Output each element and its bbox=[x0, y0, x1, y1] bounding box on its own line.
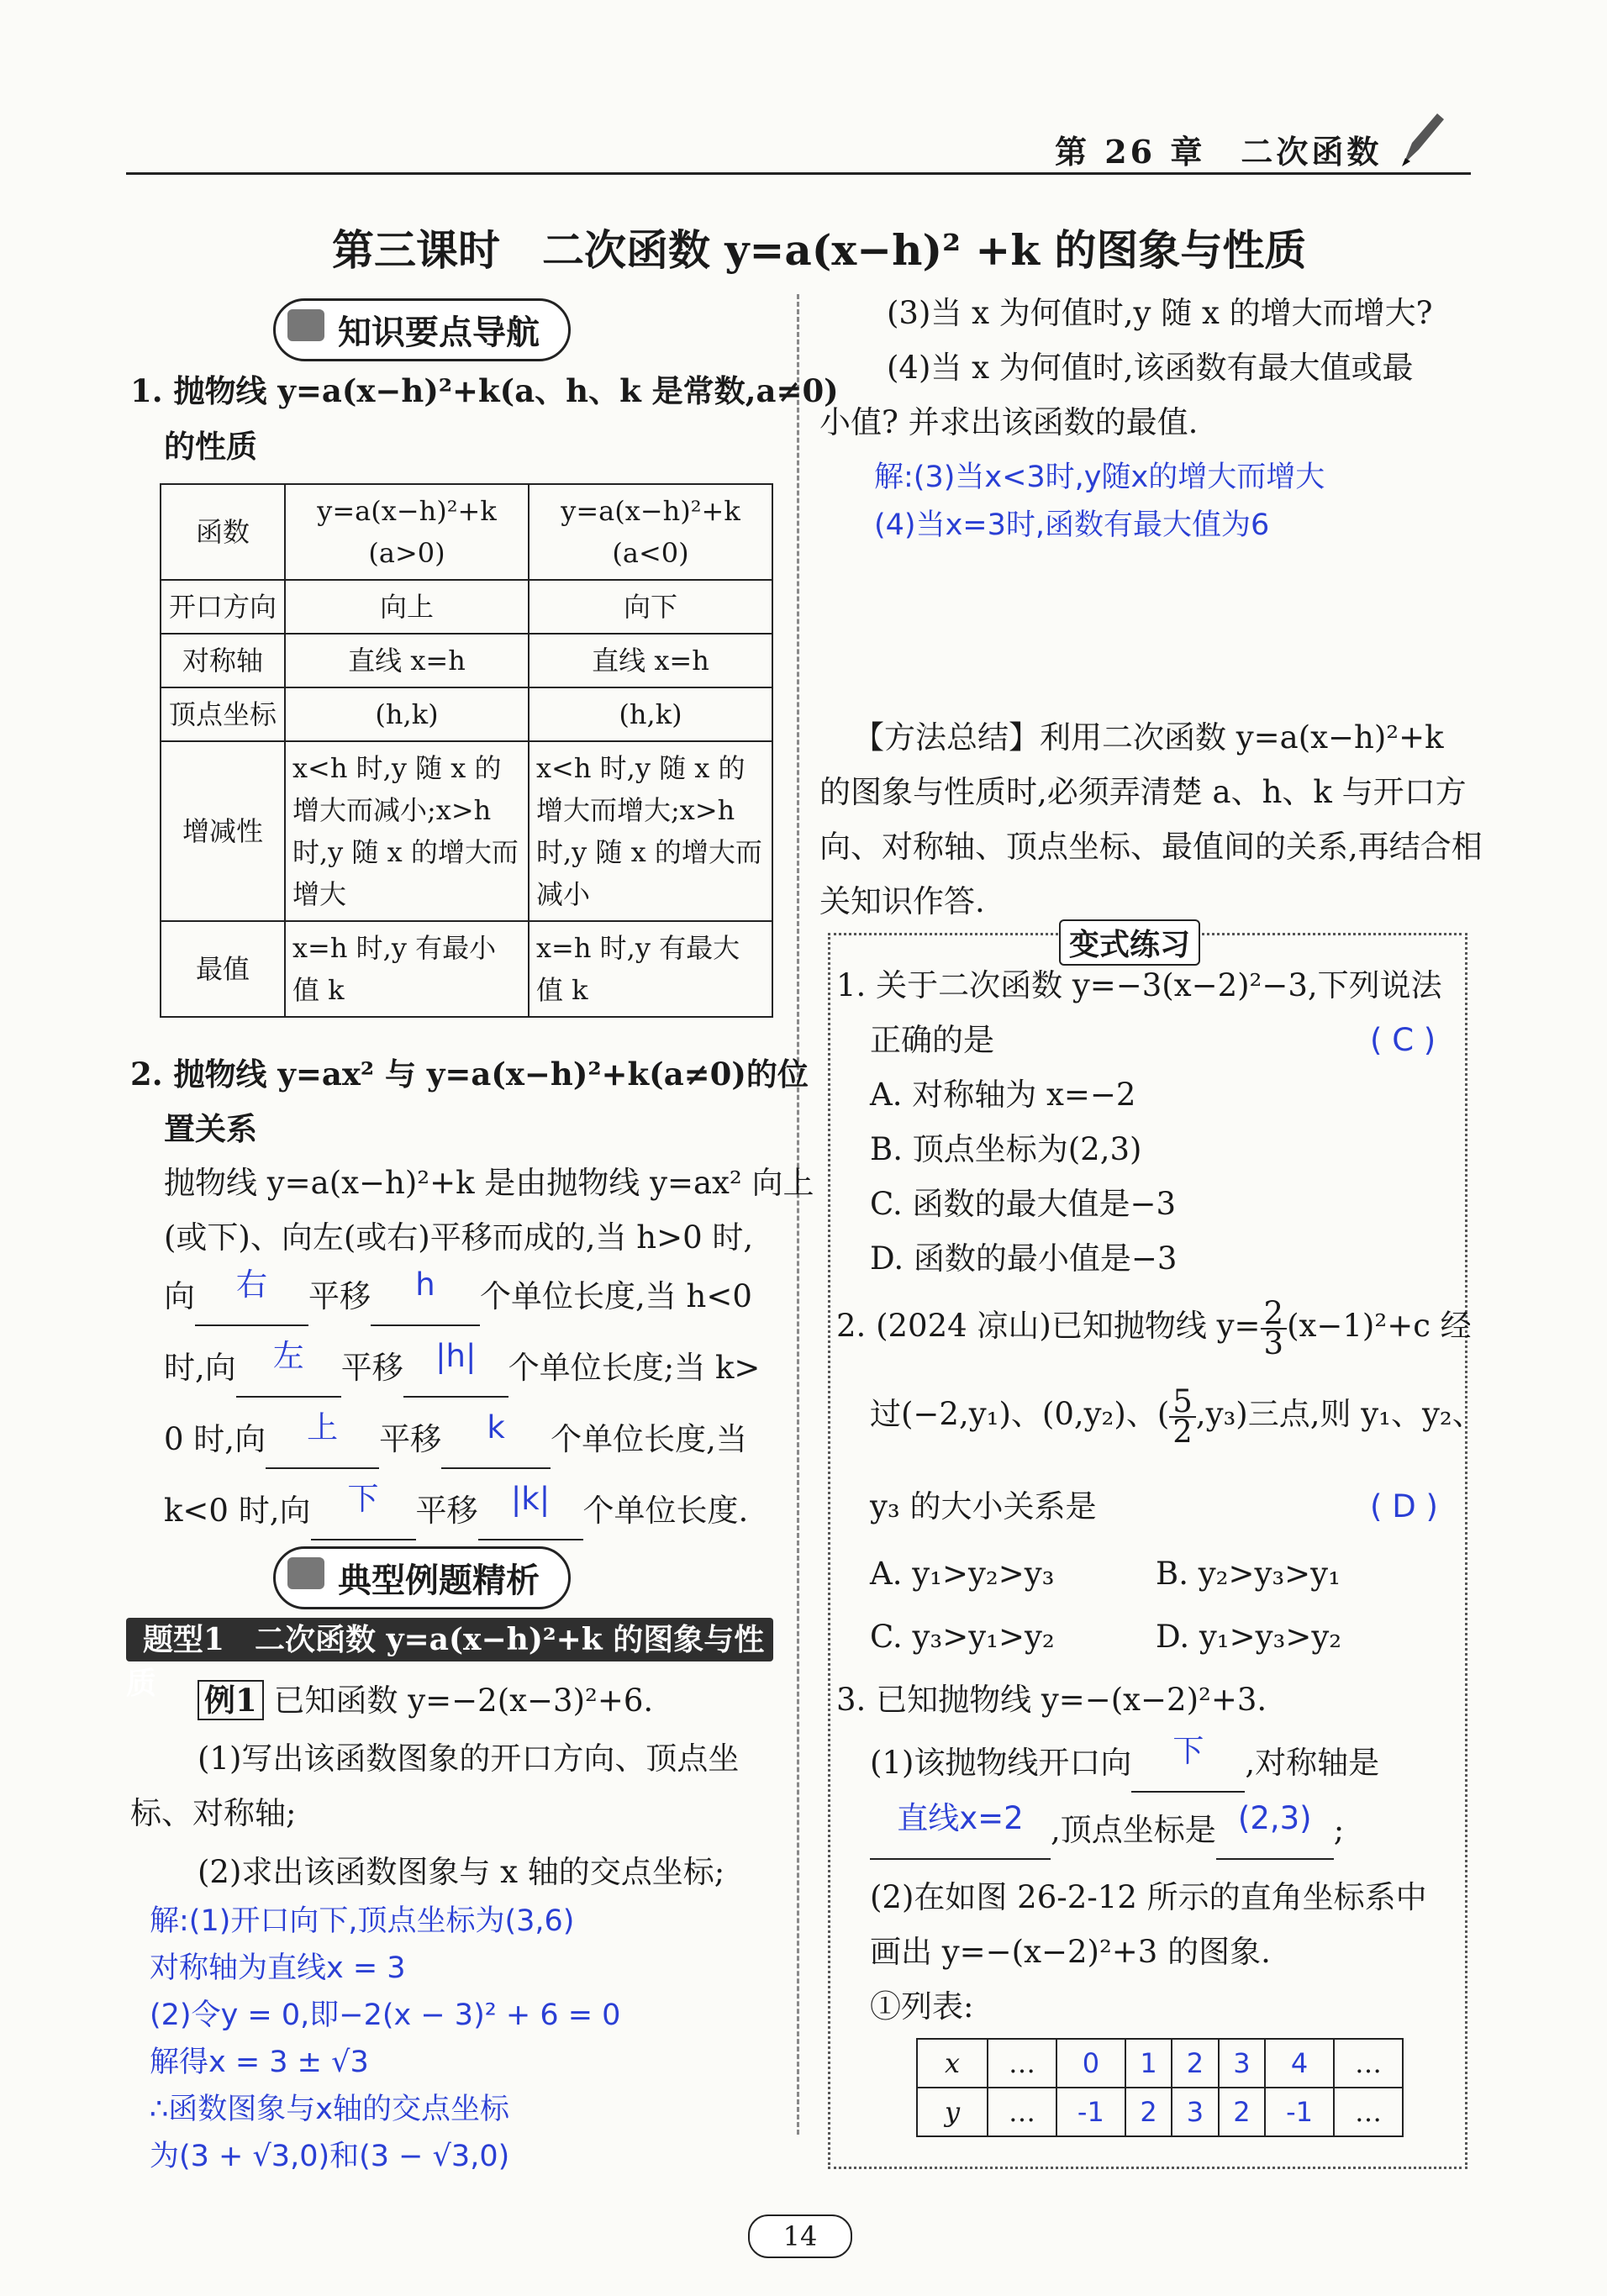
fraction: $\frac{2}{3}$ bbox=[1261, 1299, 1288, 1358]
practice-q1-cont: 正确的是 bbox=[870, 1022, 994, 1058]
table-row bbox=[161, 921, 772, 1017]
point1-title: 1. 抛物线 y=a(x−h)²+k(a、h、k 是常数,a≠0) bbox=[130, 372, 839, 409]
chapter-header: 第 26 章 二次函数 bbox=[1055, 133, 1383, 171]
solution-line: 解:(1)开口向下,顶点坐标为(3,6) bbox=[150, 1904, 575, 1938]
values-table bbox=[916, 2038, 1404, 2137]
table-row bbox=[161, 741, 772, 921]
question-4-cont: 小值? 并求出该函数的最值. bbox=[819, 404, 1199, 440]
table-cell: 顶点坐标 bbox=[161, 687, 285, 741]
option: A. 对称轴为 x=−2 bbox=[870, 1077, 1136, 1113]
solution-line: ∴函数图象与x轴的交点坐标 bbox=[150, 2093, 509, 2126]
table-cell: 直线 x=h bbox=[285, 634, 529, 687]
table-cell: (h,k) bbox=[529, 687, 772, 741]
table-row bbox=[161, 687, 772, 741]
method-summary-3: 向、对称轴、顶点坐标、最值间的关系,再结合相 bbox=[819, 829, 1483, 865]
table-cell: (a>0) bbox=[368, 537, 445, 569]
solution-line: 解得x = 3 ± √3 bbox=[150, 2046, 369, 2079]
point1-title-cont: 的性质 bbox=[164, 428, 257, 465]
table-cell: y=a(x−h)²+k bbox=[317, 495, 497, 527]
page-title: 第三课时 二次函数 y=a(x−h)² +k 的图象与性质 bbox=[332, 225, 1307, 275]
table-cell: -1 bbox=[1056, 2088, 1125, 2136]
table-cell: … bbox=[1334, 2039, 1403, 2088]
solution-4: (4)当x=3时,函数有最大值为6 bbox=[874, 508, 1270, 542]
table-cell: (a<0) bbox=[612, 537, 689, 569]
method-summary-4: 关知识作答. bbox=[819, 883, 985, 919]
method-summary-2: 的图象与性质时,必须弄清楚 a、h、k 与开口方 bbox=[819, 774, 1467, 810]
table-cell: 3 bbox=[1172, 2088, 1218, 2136]
practice-q2-cont2: y₃ 的大小关系是 bbox=[870, 1488, 1097, 1525]
method-summary-1: 【方法总结】利用二次函数 y=a(x−h)²+k bbox=[853, 719, 1444, 756]
question-3: (3)当 x 为何值时,y 随 x 的增大而增大? bbox=[887, 295, 1433, 331]
answer-blank: 下 bbox=[1172, 1733, 1204, 1769]
point2-line3: 向 右 平移 h 个单位长度,当 h<0 bbox=[164, 1269, 752, 1326]
practice-q2: 2. (2024 凉山)已知抛物线 y= $\frac{2}{3}$ (x−1)²+c 经 bbox=[836, 1294, 1472, 1361]
column-divider bbox=[797, 294, 799, 2135]
option: A. y₁>y₂>y₃ bbox=[870, 1556, 1055, 1592]
answer-blank: 直线x=2 bbox=[897, 1800, 1024, 1836]
table-cell: 对称轴 bbox=[161, 634, 285, 687]
practice-q2-answer: ( D ) bbox=[1370, 1488, 1438, 1525]
practice-q3-part1: (1)该抛物线开口向 下 ,对称轴是 bbox=[870, 1735, 1379, 1793]
point2-line4: 时,向 左 平移 |h| 个单位长度;当 k> bbox=[164, 1340, 760, 1398]
answer-blank: |k| bbox=[510, 1481, 551, 1517]
practice-q3-part1-cont: 直线x=2 ,顶点坐标是 (2,3) ; bbox=[870, 1803, 1344, 1860]
table-cell: y bbox=[917, 2088, 988, 2136]
table-row bbox=[917, 2088, 1403, 2136]
table-cell: 直线 x=h bbox=[529, 634, 772, 687]
section-knowledge: 知识要点导航 bbox=[273, 298, 571, 361]
answer-blank: h bbox=[415, 1266, 435, 1303]
answer-blank: 下 bbox=[347, 1481, 379, 1517]
table-cell: … bbox=[1334, 2088, 1403, 2136]
answer-blank: 左 bbox=[272, 1338, 304, 1374]
fraction: $\frac{5}{2}$ bbox=[1169, 1388, 1196, 1446]
option: D. 函数的最小值是−3 bbox=[870, 1240, 1178, 1277]
page-number: 14 bbox=[748, 2214, 852, 2258]
question-1: (1)写出该函数图象的开口方向、顶点坐 bbox=[198, 1740, 740, 1777]
practice-q3-part2-cont: 画出 y=−(x−2)²+3 的图象. bbox=[870, 1934, 1271, 1970]
question-1-cont: 标、对称轴; bbox=[130, 1795, 297, 1831]
table-cell: 4 bbox=[1265, 2039, 1334, 2088]
table-cell: x=h 时,y 有最小值 k bbox=[285, 921, 529, 1017]
section-examples: 典型例题精析 bbox=[273, 1546, 571, 1609]
answer-blank: 上 bbox=[307, 1409, 339, 1446]
table-cell: … bbox=[988, 2088, 1056, 2136]
table-cell: 1 bbox=[1125, 2039, 1172, 2088]
answer-blank: k bbox=[487, 1409, 505, 1446]
pencil-icon bbox=[1395, 109, 1446, 168]
table-cell: 向下 bbox=[529, 580, 772, 634]
table-cell: 增减性 bbox=[161, 741, 285, 921]
table-cell: 0 bbox=[1056, 2039, 1125, 2088]
option: C. 函数的最大值是−3 bbox=[870, 1186, 1177, 1222]
practice-label: 变式练习 bbox=[1059, 919, 1200, 966]
option: B. 顶点坐标为(2,3) bbox=[870, 1131, 1142, 1167]
table-cell: 2 bbox=[1172, 2039, 1218, 2088]
table-row bbox=[161, 580, 772, 634]
practice-q3: 3. 已知抛物线 y=−(x−2)²+3. bbox=[836, 1682, 1267, 1718]
table-cell: 最值 bbox=[161, 921, 285, 1017]
table-cell: 3 bbox=[1219, 2039, 1265, 2088]
table-cell: x<h 时,y 随 x 的增大而增大;x>h 时,y 随 x 的增大而减小 bbox=[529, 741, 772, 921]
table-cell: 开口方向 bbox=[161, 580, 285, 634]
table-cell: x bbox=[917, 2039, 988, 2088]
question-4: (4)当 x 为何值时,该函数有最大值或最 bbox=[887, 350, 1414, 386]
practice-q2-cont: 过(−2,y₁)、(0,y₂)、( $\frac{5}{2}$ ,y₃)三点,则 y₁、y₂、 bbox=[870, 1382, 1483, 1450]
option: C. y₃>y₁>y₂ bbox=[870, 1619, 1055, 1655]
answer-blank: |h| bbox=[435, 1338, 477, 1374]
point2-line1: 抛物线 y=a(x−h)²+k 是由抛物线 y=ax² 向上 bbox=[164, 1165, 814, 1201]
solution-3: 解:(3)当x<3时,y随x的增大而增大 bbox=[874, 461, 1325, 494]
answer-blank: 右 bbox=[236, 1266, 267, 1303]
table-cell: x<h 时,y 随 x 的增大而减小;x>h 时,y 随 x 的增大而增大 bbox=[285, 741, 529, 921]
table-row bbox=[917, 2039, 1403, 2088]
table-cell: x=h 时,y 有最大值 k bbox=[529, 921, 772, 1017]
practice-q1-answer: ( C ) bbox=[1370, 1022, 1436, 1058]
table-row bbox=[161, 634, 772, 687]
practice-q3-part2: (2)在如图 26-2-12 所示的直角坐标系中 bbox=[870, 1879, 1427, 1915]
header-rule bbox=[126, 172, 1471, 175]
properties-table bbox=[160, 483, 773, 1018]
table-cell: y=a(x−h)²+k bbox=[561, 495, 740, 527]
point2-line6: k<0 时,向 下 平移 |k| 个单位长度. bbox=[164, 1483, 748, 1540]
option: B. y₂>y₃>y₁ bbox=[1156, 1556, 1341, 1592]
table-cell: … bbox=[988, 2039, 1056, 2088]
example-1: 例1 已知函数 y=−2(x−3)²+6. bbox=[198, 1672, 653, 1729]
option: D. y₁>y₃>y₂ bbox=[1156, 1619, 1342, 1655]
solution-line: 为(3 + √3,0)和(3 − √3,0) bbox=[150, 2140, 510, 2173]
solution-line: 对称轴为直线x = 3 bbox=[150, 1951, 406, 1985]
point2-title-cont: 置关系 bbox=[164, 1110, 257, 1147]
table-cell: 函数 bbox=[161, 484, 285, 580]
table-cell: 向上 bbox=[285, 580, 529, 634]
book-icon bbox=[287, 309, 324, 341]
table-cell: 2 bbox=[1219, 2088, 1265, 2136]
table-cell: -1 bbox=[1265, 2088, 1334, 2136]
point2-line2: (或下)、向左(或右)平移而成的,当 h>0 时, bbox=[164, 1219, 754, 1256]
topic-banner: 题型1 二次函数 y=a(x−h)²+k 的图象与性质 bbox=[126, 1618, 773, 1661]
point2-title: 2. 抛物线 y=ax² 与 y=a(x−h)²+k(a≠0)的位 bbox=[130, 1056, 809, 1093]
table-cell: 2 bbox=[1125, 2088, 1172, 2136]
example-label: 例1 bbox=[198, 1680, 264, 1720]
table-cell: (h,k) bbox=[285, 687, 529, 741]
list-label: ①列表: bbox=[870, 1988, 974, 2025]
table-row bbox=[161, 484, 772, 580]
hand-pointer-icon bbox=[287, 1557, 324, 1589]
question-2: (2)求出该函数图象与 x 轴的交点坐标; bbox=[198, 1854, 725, 1890]
answer-blank: (2,3) bbox=[1237, 1800, 1312, 1836]
point2-line5: 0 时,向 上 平移 k 个单位长度,当 bbox=[164, 1412, 747, 1469]
practice-q1: 1. 关于二次函数 y=−3(x−2)²−3,下列说法 bbox=[836, 967, 1442, 1003]
solution-line: (2)令y = 0,即−2(x − 3)² + 6 = 0 bbox=[150, 1998, 621, 2032]
solution-block bbox=[150, 1898, 620, 2180]
